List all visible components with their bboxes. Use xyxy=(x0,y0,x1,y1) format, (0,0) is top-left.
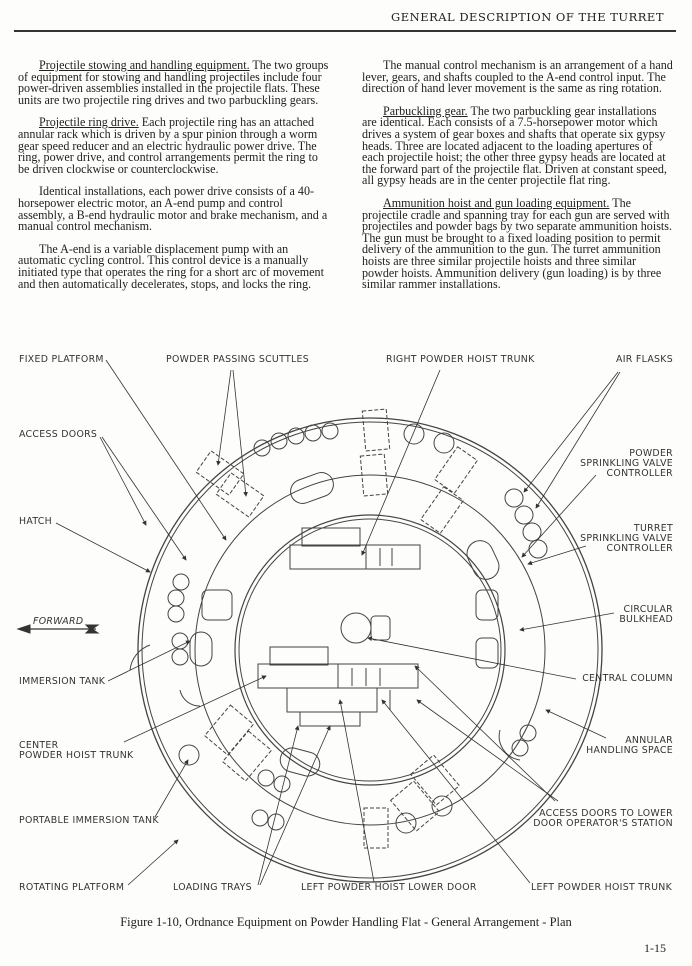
right-text-column xyxy=(362,60,674,302)
leader-access-doors-1 xyxy=(100,437,146,525)
label-turret-sprinkling-valve-controller: TURRET SPRINKLING VALVE CONTROLLER xyxy=(580,523,673,554)
left-hoist-tray xyxy=(300,712,360,726)
label-center-powder-hoist-trunk: CENTER POWDER HOIST TRUNK xyxy=(19,740,134,761)
left-text-column xyxy=(18,60,332,301)
central-column-box xyxy=(371,616,390,640)
label-loading-trays: LOADING TRAYS xyxy=(173,882,252,893)
label-left-powder-hoist-lower-door: LEFT POWDER HOIST LOWER DOOR xyxy=(301,882,477,893)
leader-scuttle-1 xyxy=(218,370,231,465)
paragraph-heading: Parbuckling gear. xyxy=(383,103,468,118)
label-annular-handling-space: ANNULAR HANDLING SPACE xyxy=(586,735,673,756)
left-hoist-trunk xyxy=(338,664,418,688)
leader-immersion-tank xyxy=(108,641,190,681)
paragraph-heading: Ammunition hoist and gun loading equipment. xyxy=(383,195,610,210)
paragraph-ammunition-hoist xyxy=(362,195,674,292)
annular-ring xyxy=(195,475,545,825)
circular-bulkhead-inner xyxy=(239,519,501,781)
leader-annular-space xyxy=(546,710,606,738)
central-column xyxy=(341,613,371,643)
paragraph-body: The manual control mechanism is an arrangement of a hand lever, gears, and shafts coupled to the A-end control input. The direction of hand lever movement is the same as ring rotation. xyxy=(362,58,673,96)
center-hoist-trunk xyxy=(258,664,338,688)
label-powder-passing-scuttles: POWDER PASSING SCUTTLES xyxy=(166,354,309,365)
leader-rotating-platform xyxy=(128,840,178,885)
paragraph-body: The two parbuckling gear installations are identical. Each consists of a 7.5-horsepower motor which drives a system of gear boxes and shafts that operate six gypsy heads. Three are located adjacent to the loading apertures of each projectile hoist; the other three gypsy heads are located at the forward part of the projectile flat. Driven at constant speed, all gypsy heads are in the center projectile flat ring. xyxy=(362,103,667,188)
right-hoist-trunk xyxy=(290,545,420,569)
paragraph-body: The projectile cradle and spanning tray for each gun are served with projectiles and powder bags by two separate ammunition hoists. The gun must be brought to a fixed loading position to permit delivery of the ammunition to the gun. The turret ammunition hoists are three similar projectile hoists and three similar powder hoists. Ammunition delivery (gun loading) is by three similar rammer installations. xyxy=(362,195,673,292)
turret-plan-diagram xyxy=(0,340,692,900)
label-access-doors: ACCESS DOORS xyxy=(19,429,98,440)
figure-caption: Figure 1-10, Ordnance Equipment on Powder Handling Flat - General Arrangement - Plan xyxy=(120,915,572,929)
paragraph-body: The two groups of equipment for stowing and handling projectiles include four power-driven assemblies installed in the projectile flats. These units are two projectile ring drives and two parbuckling gears. xyxy=(18,58,329,107)
fixed-platform-ring-inner xyxy=(142,422,598,878)
leader-right-powder-hoist xyxy=(362,370,440,555)
leader-air-flasks-2 xyxy=(536,372,620,508)
label-immersion-tank: IMMERSION TANK xyxy=(19,676,106,687)
leader-access-lower-1 xyxy=(415,666,555,801)
paragraph-body: Identical installations, each power drive consists of a 40-horsepower electric motor, an A-end pump and control assembly, a B-end hydraulic motor and brake mechanism, and a manual control mechanism. xyxy=(18,184,328,234)
paragraph-ring-drive xyxy=(18,117,332,175)
label-powder-sprinkling-valve-controller: POWDER SPRINKLING VALVE CONTROLLER xyxy=(580,448,673,479)
bulkhead-door xyxy=(476,638,498,668)
label-hatch: HATCH xyxy=(19,516,53,527)
paragraph-installations xyxy=(18,186,332,232)
leader-portable-tank xyxy=(155,760,188,817)
paragraph-body: Each projectile ring has an attached annular rack which is driven by a spur pinion through a worm gear speed reducer and an electric hydraulic power drive. The ring, power drive, and control arrangements permit the ring to be driven clockwise or counterclockwise. xyxy=(18,115,318,176)
leader-access-doors-2 xyxy=(102,437,186,560)
leader-hatch xyxy=(56,523,150,572)
label-forward: FORWARD xyxy=(33,616,84,627)
circular-bulkhead xyxy=(235,515,505,785)
header-rule xyxy=(14,30,676,32)
left-hoist-lower xyxy=(287,688,377,712)
label-central-column: CENTRAL COLUMN xyxy=(582,673,673,684)
paragraph-stowing xyxy=(18,60,332,106)
center-hoist-tray xyxy=(270,647,328,665)
portable-immersion-tank xyxy=(179,745,199,765)
bulkhead-door xyxy=(202,590,232,620)
label-air-flasks: AIR FLASKS xyxy=(616,354,673,365)
leader-fixed-platform xyxy=(106,360,226,540)
paragraph-body: The A-end is a variable displacement pump with an automatic cycling control. This control device is a manually initiated type that operates the ring for a short arc of movement and then automatically decelerates, stops, and locks the ring. xyxy=(18,241,324,291)
paragraph-manual-control xyxy=(362,60,674,95)
leader-loading-trays-2 xyxy=(260,726,330,885)
label-portable-immersion-tank: PORTABLE IMMERSION TANK xyxy=(19,815,159,826)
leader-left-lower-door xyxy=(340,700,374,882)
leader-loading-trays-1 xyxy=(258,726,298,885)
label-circular-bulkhead: CIRCULAR BULKHEAD xyxy=(619,604,673,625)
label-right-powder-hoist-trunk: RIGHT POWDER HOIST TRUNK xyxy=(386,354,535,365)
label-access-doors-lower: ACCESS DOORS TO LOWER DOOR OPERATOR'S STATION xyxy=(533,808,673,829)
right-hoist-tray xyxy=(302,528,360,546)
paragraph-heading: Projectile ring drive. xyxy=(39,115,139,130)
label-rotating-platform: ROTATING PLATFORM xyxy=(19,882,125,893)
label-fixed-platform: FIXED PLATFORM xyxy=(19,354,104,365)
leader-scuttle-2 xyxy=(233,370,246,496)
label-left-powder-hoist-trunk: LEFT POWDER HOIST TRUNK xyxy=(531,882,673,893)
bulkhead-door xyxy=(476,590,498,620)
paragraph-heading: Projectile stowing and handling equipment. xyxy=(39,58,250,72)
page-header-title: GENERAL DESCRIPTION OF THE TURRET xyxy=(391,10,664,24)
paragraph-a-end xyxy=(18,241,332,291)
page-number: 1-15 xyxy=(644,941,666,955)
paragraph-parbuckling xyxy=(362,103,674,188)
leader-access-lower-2 xyxy=(417,700,558,801)
